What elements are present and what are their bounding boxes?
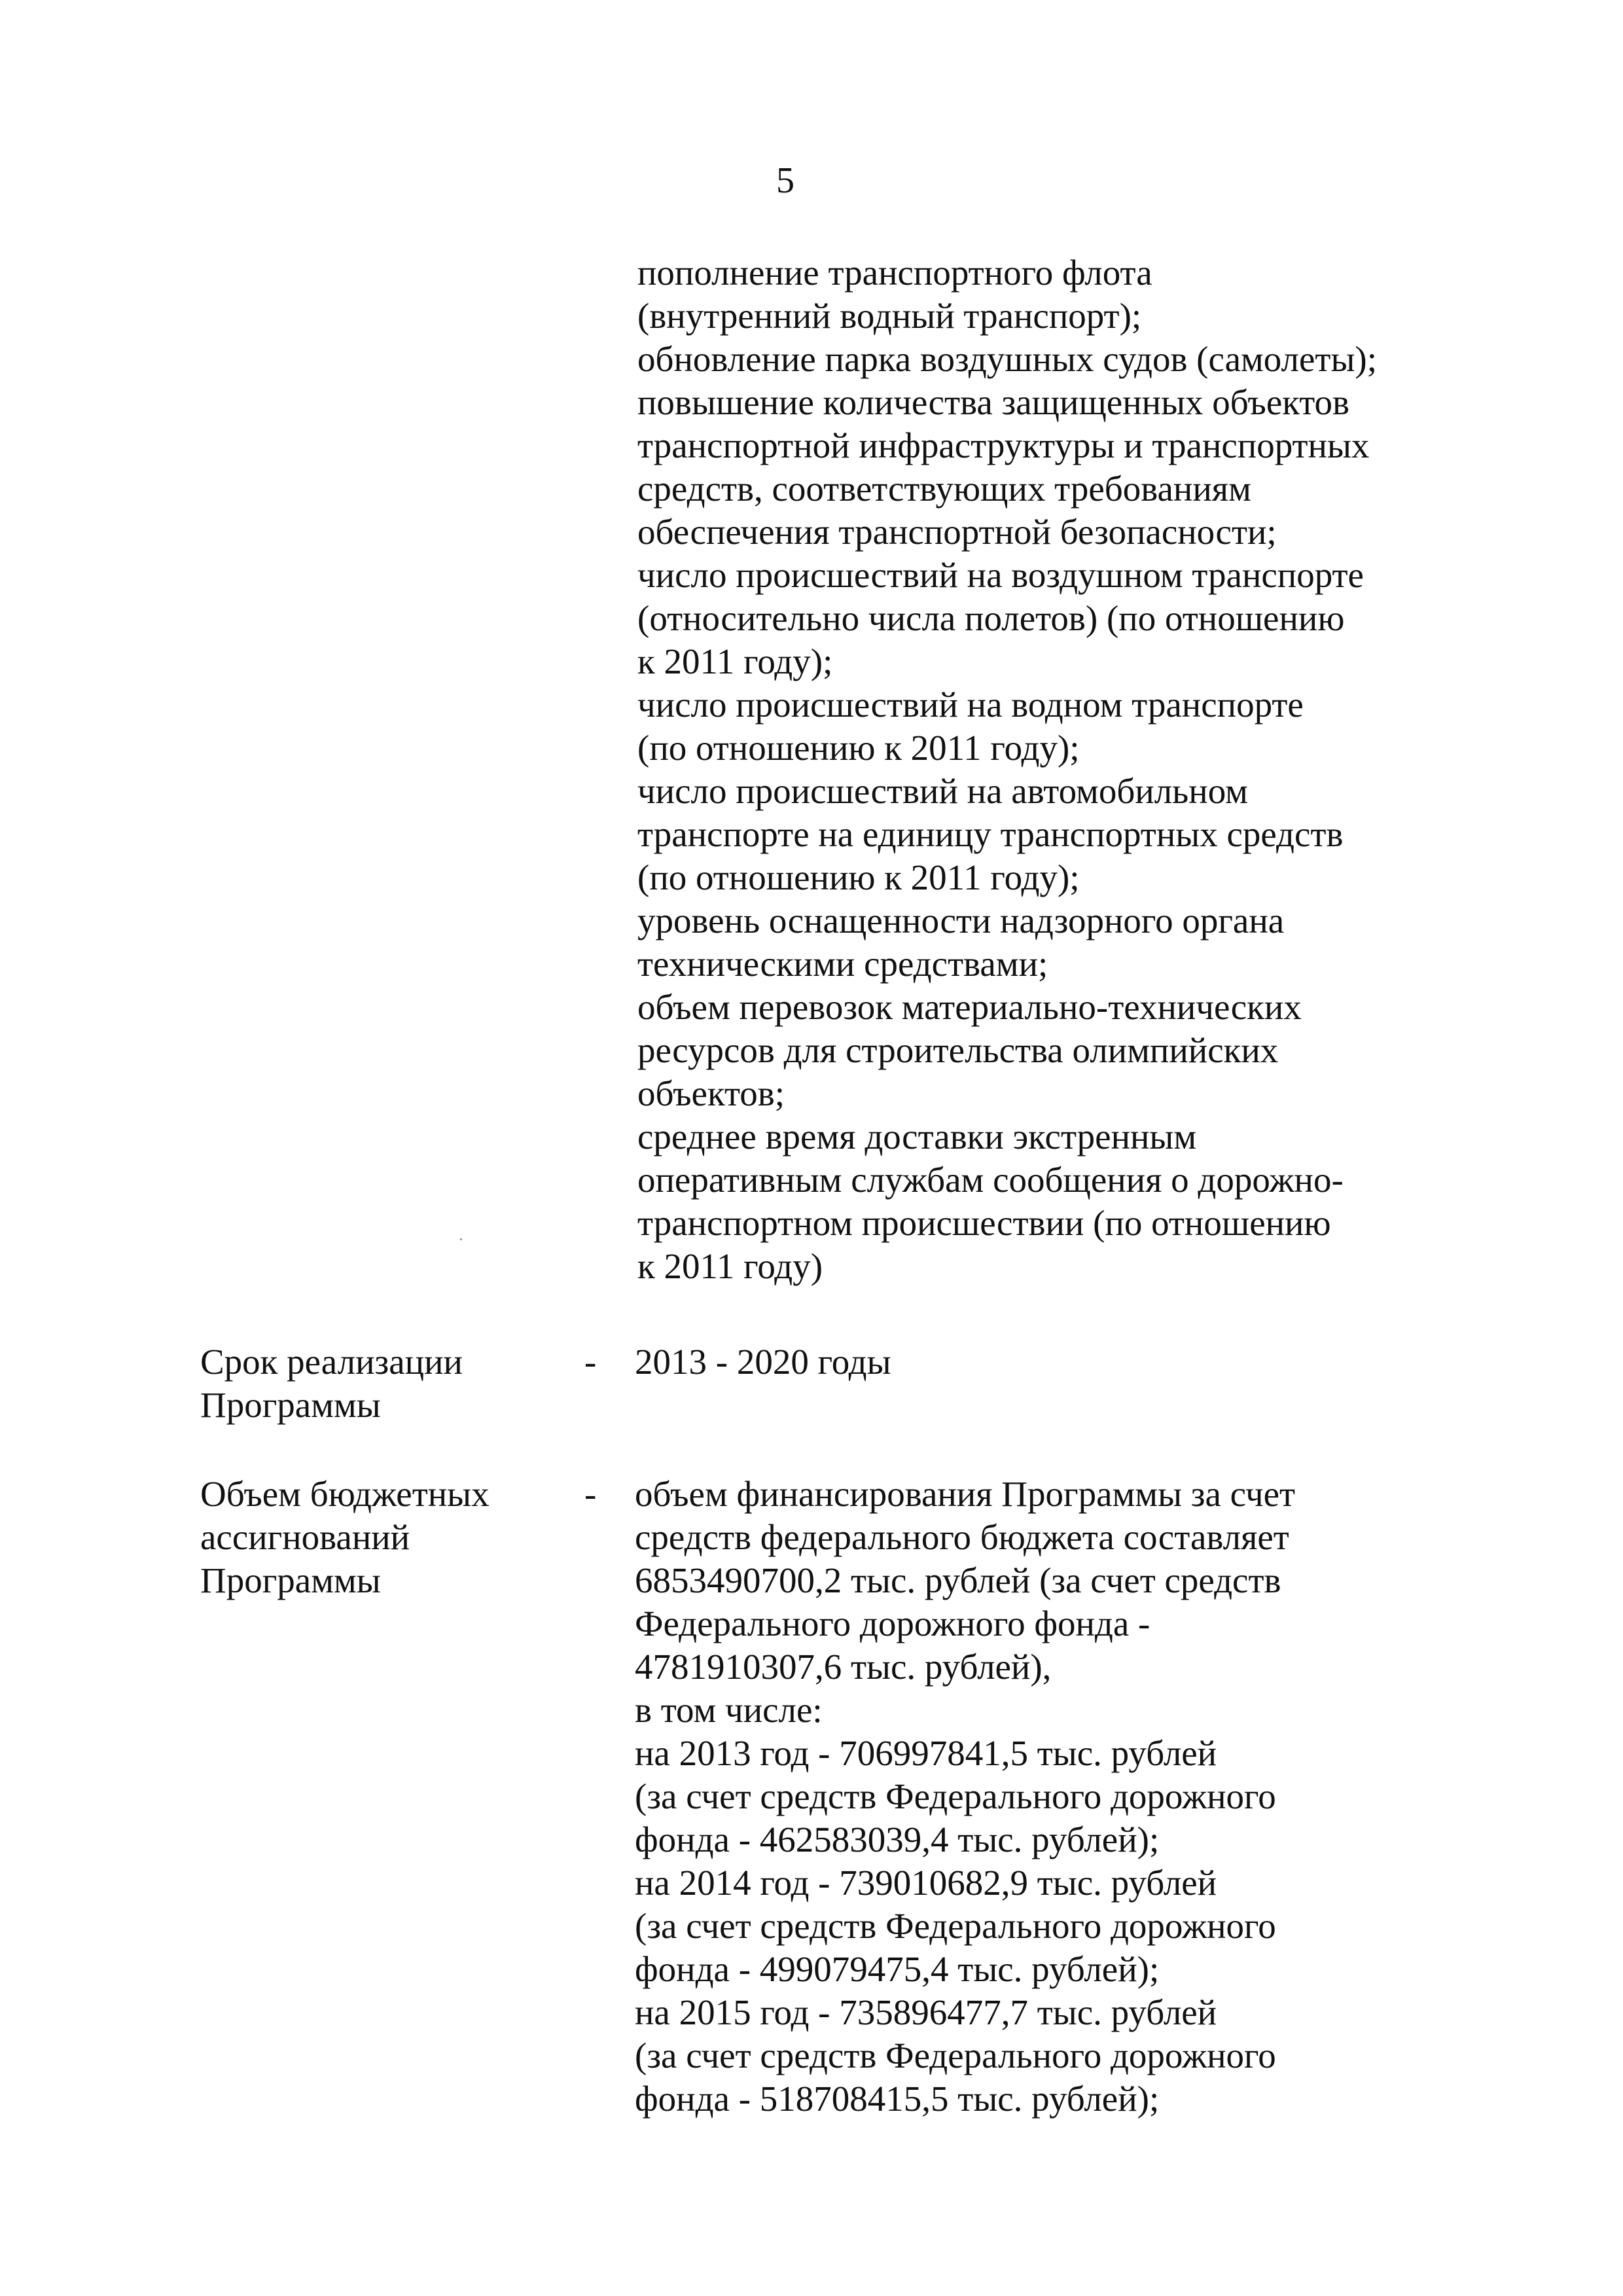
indicator-line: (по отношению к 2011 году);: [637, 728, 1080, 768]
value-line: на 2014 год - 739010682,9 тыс. рублей: [635, 1863, 1217, 1903]
label-line: ассигнований: [200, 1517, 410, 1557]
value-line: фонда - 462583039,4 тыс. рублей);: [635, 1820, 1160, 1859]
value-line: средств федерального бюджета составляет: [635, 1517, 1289, 1557]
scan-speck: [460, 1238, 462, 1240]
indicator-line: транспорте на единицу транспортных средств: [637, 814, 1344, 854]
indicator-line: к 2011 году): [637, 1246, 823, 1286]
indicator-line: оперативным службам сообщения о дорожно-: [637, 1160, 1344, 1200]
budget-allocations-label: [200, 1473, 490, 1602]
label-line: Программы: [200, 1385, 381, 1425]
value-line: (за счет средств Федерального дорожного: [635, 1776, 1276, 1816]
indicator-line: повышение количества защищенных объектов: [637, 382, 1350, 422]
indicator-line: обновление парка воздушных судов (самолеты);: [637, 339, 1377, 379]
value-line: фонда - 518708415,5 тыс. рублей);: [635, 2079, 1160, 2119]
implementation-period-label: [200, 1340, 463, 1427]
indicator-line: к 2011 году);: [637, 641, 833, 681]
indicator-line: объектов;: [637, 1073, 785, 1113]
indicator-line: объем перевозок материально-технических: [637, 987, 1302, 1027]
indicator-line: транспортной инфраструктуры и транспортных: [637, 425, 1370, 465]
indicator-line: ресурсов для строительства олимпийских: [637, 1030, 1279, 1070]
page-number: 5: [776, 160, 794, 201]
indicator-line: число происшествий на воздушном транспорте: [637, 555, 1364, 595]
indicator-line: транспортном происшествии (по отношению: [637, 1203, 1331, 1243]
value-line: на 2015 год - 735896477,7 тыс. рублей: [635, 1992, 1217, 2032]
indicator-line: (относительно числа полетов) (по отношению: [637, 598, 1345, 638]
value-line: Федерального дорожного фонда -: [635, 1604, 1150, 1643]
indicator-line: (внутренний водный транспорт);: [637, 296, 1142, 336]
value-line: 4781910307,6 тыс. рублей),: [635, 1647, 1052, 1687]
value-line: в том числе:: [635, 1690, 823, 1730]
implementation-period-value: [635, 1340, 891, 1384]
label-line: Объем бюджетных: [200, 1474, 490, 1514]
value-line: 2013 - 2020 годы: [635, 1342, 891, 1382]
indicator-line: обеспечения транспортной безопасности;: [637, 512, 1277, 552]
indicator-line: техническими средствами;: [637, 944, 1048, 984]
budget-allocations-value: [635, 1473, 1295, 2121]
value-line: объем финансирования Программы за счет: [635, 1474, 1296, 1514]
indicator-line: уровень оснащенности надзорного органа: [637, 901, 1285, 941]
indicator-line: число происшествий на водном транспорте: [637, 685, 1304, 725]
value-line: фонда - 499079475,4 тыс. рублей);: [635, 1949, 1160, 1989]
label-line: Программы: [200, 1560, 381, 1600]
value-line: (за счет средств Федерального дорожного: [635, 2036, 1276, 2075]
indicators-list: [637, 251, 1377, 1288]
value-line: на 2013 год - 706997841,5 тыс. рублей: [635, 1733, 1217, 1773]
row-dash: -: [584, 1474, 597, 1514]
indicator-line: число происшествий на автомобильном: [637, 771, 1248, 811]
value-line: (за счет средств Федерального дорожного: [635, 1906, 1276, 1946]
indicator-line: (по отношению к 2011 году);: [637, 857, 1080, 897]
indicator-line: пополнение транспортного флота: [637, 253, 1152, 293]
indicator-line: средств, соответствующих требованиям: [637, 469, 1251, 509]
row-dash: -: [584, 1342, 597, 1382]
value-line: 6853490700,2 тыс. рублей (за счет средств: [635, 1560, 1281, 1600]
label-line: Срок реализации: [200, 1342, 463, 1382]
indicator-line: среднее время доставки экстренным: [637, 1117, 1197, 1157]
